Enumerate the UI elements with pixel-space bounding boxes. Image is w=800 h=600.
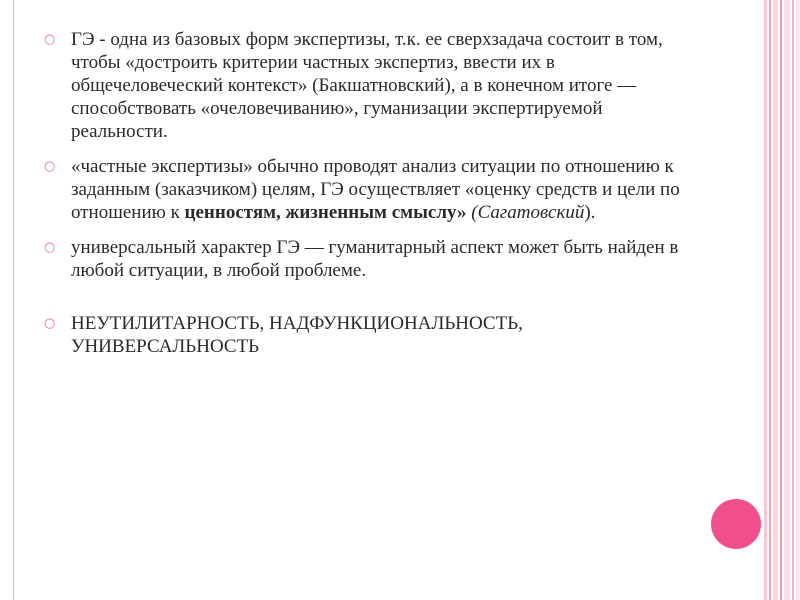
decorative-stripe [792, 0, 794, 600]
bullet-item [40, 236, 700, 282]
bullet-text: универсальный характер ГЭ — гуманитарный аспект может быть найден в любой ситуации, в любой проблеме. [71, 237, 679, 281]
bullet-text: «частные экспертизы» обычно проводят анализ ситуации по отношению к заданным (заказчиком) целям, ГЭ осуществляет «оценку средств и цели по отношению к [71, 156, 680, 223]
bullet-list [40, 28, 700, 370]
decorative-stripe [764, 0, 767, 600]
decorative-stripe [773, 0, 778, 600]
bullet-text-end: ). [584, 202, 596, 223]
pink-circle-decoration [711, 499, 761, 549]
bullet-item [40, 28, 700, 143]
pink-bullet-icon: ○ [44, 159, 56, 174]
decorative-stripe [784, 0, 790, 600]
pink-bullet-icon: ○ [44, 316, 56, 331]
left-frame-line [13, 0, 14, 600]
pink-bullet-icon: ○ [44, 240, 56, 255]
decorative-stripe [769, 0, 771, 600]
bullet-item [40, 312, 700, 358]
decorative-stripe [796, 0, 800, 600]
decorative-stripe [780, 0, 782, 600]
pink-bullet-icon: ○ [44, 32, 56, 47]
bullet-item [40, 155, 700, 224]
bullet-bold-text: ценностям, жизненным смыслу» [184, 202, 467, 223]
bullet-italic-text: (Сагатовский [471, 202, 585, 223]
bullet-text: НЕУТИЛИТАРНОСТЬ, НАДФУНКЦИОНАЛЬНОСТЬ, УНИВЕРСАЛЬНОСТЬ [71, 313, 523, 357]
bullet-text: ГЭ - одна из базовых форм экспертизы, т.к. ее сверхзадача состоит в том, чтобы «достроить критерии частных экспертиз, ввести их в общечеловеческий контекст» (Бакшатновский), а в конечном итоге — способствовать «очеловечиванию», гуманизации экспертируемой реальности. [71, 29, 663, 142]
